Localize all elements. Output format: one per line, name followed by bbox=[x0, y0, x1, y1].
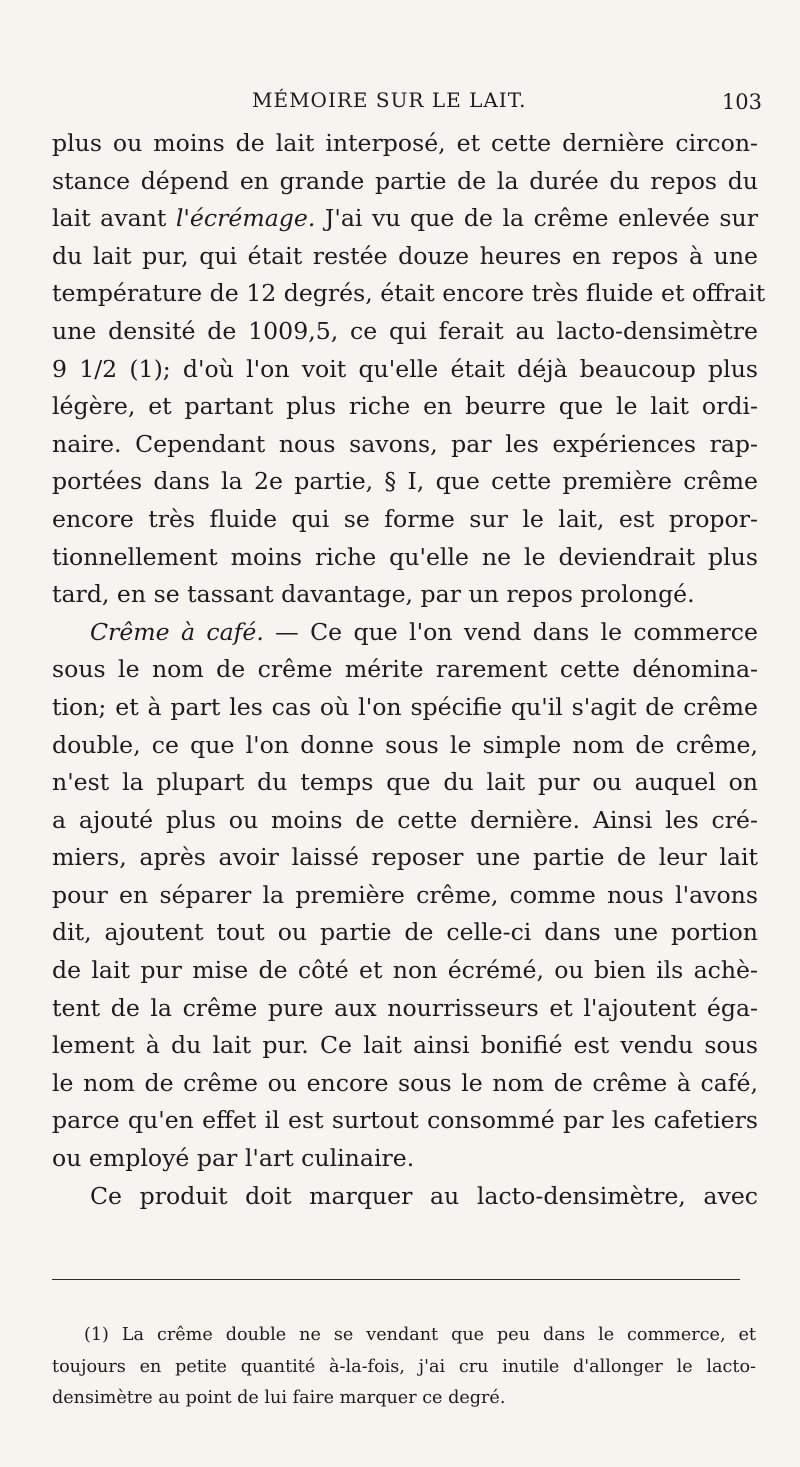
page-header bbox=[252, 88, 762, 124]
text-line: Ce produit doit marquer au lacto-densimètre, avec bbox=[90, 1181, 758, 1210]
text-line: plus ou moins de lait interposé, et cette dernière circon- bbox=[52, 129, 758, 157]
text-line: tard, en se tassant davantage, par un repos prolongé. bbox=[52, 580, 695, 609]
paragraph bbox=[52, 1178, 758, 1216]
text-line: légère, et partant plus riche en beurre que le lait ordi- bbox=[52, 392, 758, 421]
text-line: miers, après avoir laissé reposer une partie de leur lait bbox=[52, 843, 758, 872]
text-line: lement à du lait pur. Ce lait ainsi bonifié est vendu sous bbox=[52, 1031, 758, 1060]
text-line: de lait pur mise de côté et non écrémé, ou bien ils achè- bbox=[52, 956, 758, 985]
text-line: dit, ajoutent tout ou partie de celle-ci dans une portion bbox=[52, 918, 758, 947]
footnote-line: densimètre au point de lui faire marquer ce degré. bbox=[52, 1388, 506, 1408]
footnote-line: (1) La crême double ne se vendant que peu dans le commerce, et bbox=[84, 1325, 756, 1345]
text-line: température de 12 degrés, était encore très fluide et offrait bbox=[52, 279, 766, 308]
section-heading: Crême à café. bbox=[90, 617, 264, 646]
italic-term: l'écrémage. bbox=[175, 204, 316, 233]
text-line: portées dans la 2e partie, § I, que cette première crême bbox=[52, 467, 758, 496]
text-line: encore très fluide qui se forme sur le lait, est propor- bbox=[52, 504, 758, 533]
text-line: sous le nom de crême mérite rarement cette dénomina- bbox=[52, 655, 758, 684]
body-text bbox=[52, 125, 766, 1215]
text-line: du lait pur, qui était restée douze heures en repos à une bbox=[52, 241, 758, 270]
page-number: 103 bbox=[721, 90, 762, 114]
text-line: parce qu'en effet il est surtout consommé par les cafetiers bbox=[52, 1106, 758, 1135]
running-title: MÉMOIRE SUR LE LAIT. bbox=[252, 88, 527, 112]
text-line: naire. Cependant nous savons, par les expériences rap- bbox=[52, 429, 758, 458]
paragraph bbox=[52, 614, 758, 1178]
text-line: 9 1/2 (1); d'où l'on voit qu'elle était déjà beaucoup plus bbox=[52, 354, 758, 383]
text-line: tent de la crême pure aux nourrisseurs et l'ajoutent éga- bbox=[52, 993, 758, 1022]
text-line: double, ce que l'on donne sous le simple nom de crême, bbox=[52, 730, 758, 759]
paragraph bbox=[52, 125, 766, 614]
text-run: — Ce que l'on vend dans le commerce bbox=[263, 617, 758, 646]
text-line: stance dépend en grande partie de la durée du repos du bbox=[52, 166, 758, 195]
text-line: pour en séparer la première crême, comme nous l'avons bbox=[52, 880, 758, 909]
text-line: ou employé par l'art culinaire. bbox=[52, 1144, 415, 1173]
text-run: J'ai vu que de la crême enlevée sur bbox=[315, 204, 759, 233]
text-line: une densité de 1009,5, ce qui ferait au lacto-densimètre bbox=[52, 316, 758, 345]
text-line bbox=[52, 614, 758, 652]
footnote-rule bbox=[52, 1279, 740, 1280]
text-line: tionnellement moins riche qu'elle ne le deviendrait plus bbox=[52, 542, 758, 571]
text-run: lait avant bbox=[52, 204, 176, 233]
text-line: a ajouté plus ou moins de cette dernière. Ainsi les cré- bbox=[52, 805, 758, 834]
text-line bbox=[52, 200, 758, 238]
text-line: le nom de crême ou encore sous le nom de crême à café, bbox=[52, 1068, 758, 1097]
footnote-line: toujours en petite quantité à-la-fois, j'ai cru inutile d'allonger le lacto- bbox=[52, 1356, 756, 1377]
text-line: n'est la plupart du temps que du lait pur ou auquel on bbox=[52, 768, 758, 797]
text-line: tion; et à part les cas où l'on spécifie qu'il s'agit de crême bbox=[52, 692, 758, 721]
footnote bbox=[52, 1320, 756, 1415]
